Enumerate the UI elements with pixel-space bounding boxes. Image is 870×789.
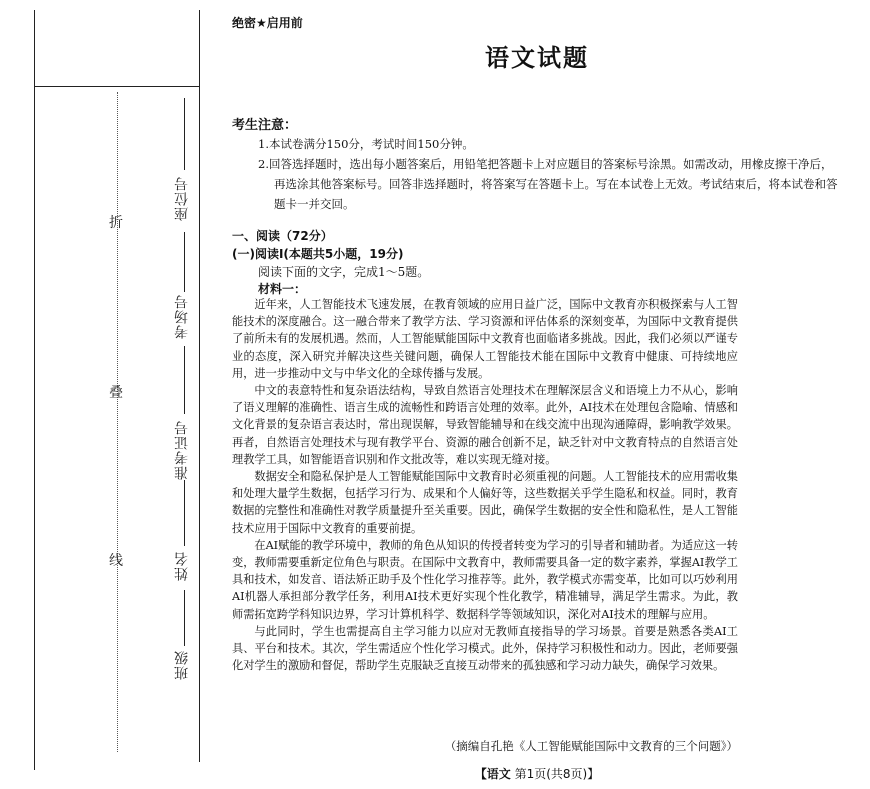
passage-source: （摘编自孔艳《人工智能赋能国际中文教育的三个问题》） xyxy=(444,739,738,753)
margin-line-inner xyxy=(199,10,200,762)
class-line xyxy=(184,590,185,646)
fold-mark-2: 叠 xyxy=(109,385,123,401)
page-title: 语文试题 xyxy=(485,44,589,72)
page-footer xyxy=(232,765,842,782)
exam-room-line xyxy=(184,232,185,292)
notice-item: 1.本试卷满分150分，考试时间150分钟。 xyxy=(258,137,474,151)
notice-list xyxy=(258,134,838,214)
class-label: 班级 xyxy=(174,650,190,680)
section-heading: 一、阅读（72分） xyxy=(232,229,333,243)
fold-mark-3: 线 xyxy=(109,553,123,569)
margin-top-rule xyxy=(34,86,200,87)
admission-number-label: 准考证号 xyxy=(174,420,190,480)
passage-paragraph: 中文的表意特性和复杂语法结构，导致自然语言处理技术在理解深层含义和语境上力不从心，影响了语义理解的准确性、语言生成的流畅性和跨语言处理的效率。此外，AI技术在处理包含隐喻、情感和文化背景的复杂语言表达时，常出现误解，导致智能辅导和在线交流中出现沟通障碍，影响教学效果。再者，自然语言处理技术与现有教学平台、资源的融合创新不足，缺乏针对中文教育特点的自然语言处理教学工具，如智能语音识别和作文批改等，难以实现无缝对接。 xyxy=(232,384,738,466)
material-label: 材料一： xyxy=(258,282,307,296)
notice-item: 2.回答选择题时，选出每小题答案后，用铅笔把答题卡上对应题目的答案标号涂黑。如需改动，用橡皮擦干净后，再选涂其他答案标号。回答非选择题时，将答案写在答题卡上。写在本试卷上无效。考试结束后，将本试卷和答题卡一并交回。 xyxy=(258,157,838,211)
margin-line-outer xyxy=(34,10,35,770)
footer-page-number: 第1页(共8页)】 xyxy=(514,767,600,781)
reading-instruction: 阅读下面的文字，完成1～5题。 xyxy=(258,265,430,279)
passage-paragraph: 数据安全和隐私保护是人工智能赋能国际中文教育时必须重视的问题。人工智能技术的应用需收集和处理大量学生数据，包括学习行为、成果和个人偏好等，这些数据关乎学生隐私和权益。同时，教育数据的完整性和准确性对教学质量提升至关重要。因此，确保学生数据的安全性和隐私性，是人工智能技术应用于国际中文教育的重要前提。 xyxy=(232,470,738,535)
passage-paragraph: 在AI赋能的教学环境中，教师的角色从知识的传授者转变为学习的引导者和辅助者。为适应这一转变，教师需要重新定位角色与职责。在国际中文教育中，教师需要具备一定的数字素养，掌握AI教学工具和技术，如发音、语法矫正助手及个性化学习推荐等。此外，教学模式亦需变革，比如可以巧妙利用AI机器人承担部分教学任务，利用AI技术更好实现个性化教学，精准辅导，满足学生需求。为此，教师需拓宽跨学科知识边界，学习计算机科学、数据科学等领域知识，深化对AI技术的理解与应用。 xyxy=(232,538,738,621)
seat-number-line xyxy=(184,98,185,170)
fold-dotted-line xyxy=(117,92,118,752)
fold-mark-1: 折 xyxy=(109,215,123,231)
exam-room-label: 考场号 xyxy=(174,294,190,339)
notice-heading: 考生注意： xyxy=(232,118,298,133)
passage-paragraph: 与此同时，学生也需提高自主学习能力以应对无教师直接指导的学习场景。首要是熟悉各类AI工具、平台和技术。其次，学生需适应个性化学习模式。此外，保持学习积极性和动力。因此，老师要强化对学生的激励和督促，帮助学生克服缺乏直接互动带来的孤独感和学习动力缺失，确保学习效果。 xyxy=(232,624,738,673)
footer-subject: 【语文 xyxy=(474,767,511,781)
seat-number-label: 座位号 xyxy=(174,176,190,221)
confidential-label: 绝密★启用前 xyxy=(232,16,303,30)
admission-number-line xyxy=(184,346,185,414)
subsection-heading: (一)阅读Ⅰ(本题共5小题，19分) xyxy=(232,247,404,261)
name-label: 姓名 xyxy=(174,551,190,581)
name-line xyxy=(184,480,185,546)
binding-margin xyxy=(0,0,200,789)
passage-paragraph: 近年来，人工智能技术飞速发展，在教育领域的应用日益广泛，国际中文教育亦积极探索与人工智能技术的深度融合。这一融合带来了教学方法、学习资源和评估体系的深刻变革，为国际中文教育提供了前所未有的发展机遇。然而，人工智能赋能国际中文教育也面临诸多挑战。因此，我们必须以严谨专业的态度，深入研究并解决这些关键问题，确保人工智能技术能在国际中文教育中健康、可持续地应用，进一步推动中文与中华文化的全球传播与发展。 xyxy=(232,298,738,380)
reading-passage xyxy=(232,296,738,674)
